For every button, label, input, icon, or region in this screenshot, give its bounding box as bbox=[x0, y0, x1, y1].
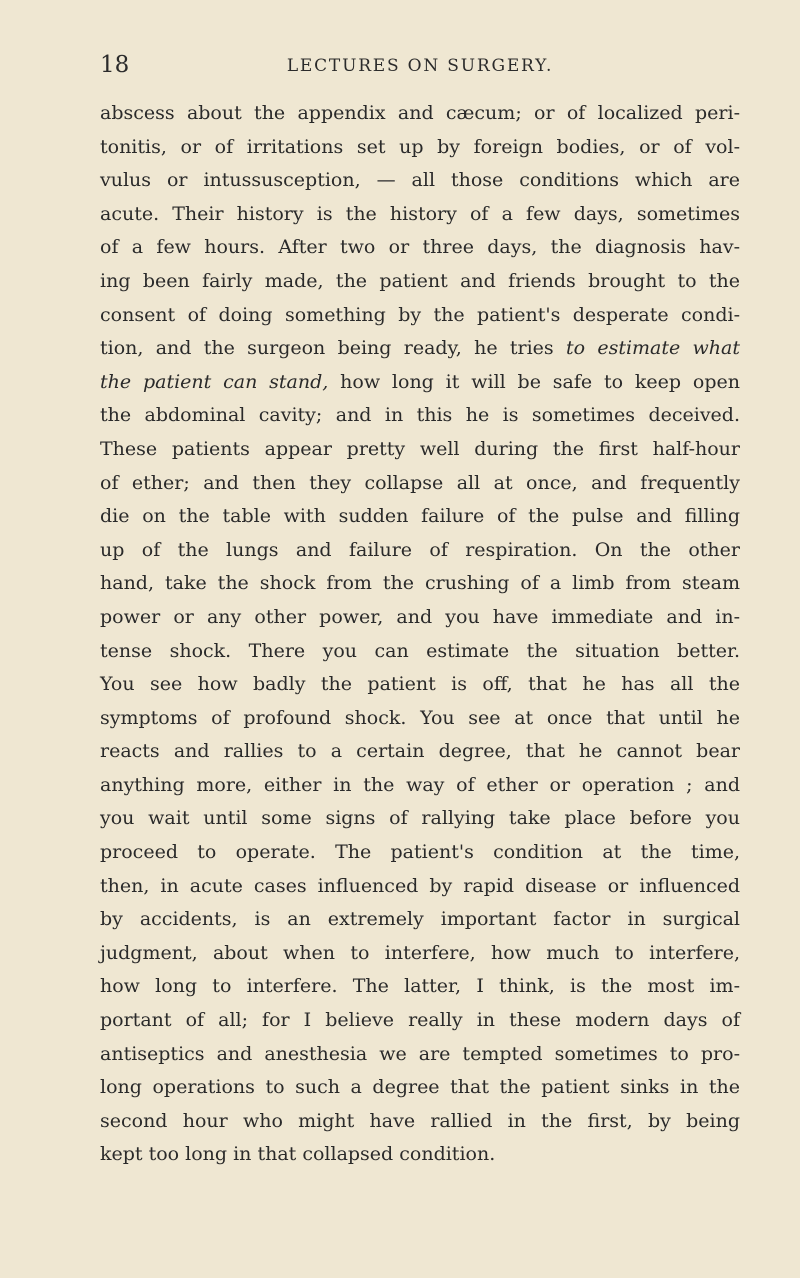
text-line: second hour who might have rallied in the first, by being bbox=[100, 1109, 740, 1132]
running-title: LECTURES ON SURGERY. bbox=[286, 56, 554, 76]
italic-phrase: the patient can stand, bbox=[100, 370, 329, 393]
text-line: by accidents, is an extremely important factor in surgical bbox=[100, 908, 740, 931]
text-line: consent of doing something by the patient's desperate condi- bbox=[100, 303, 740, 326]
text-line: die on the table with sudden failure of the pulse and filling bbox=[100, 505, 740, 528]
text-line: up of the lungs and failure of respiration. On the other bbox=[100, 538, 740, 561]
text-line: portant of all; for I believe really in these modern days of bbox=[100, 1009, 740, 1032]
text-line-mixed bbox=[100, 366, 740, 400]
text-line: hand, take the shock from the crushing of a limb from steam bbox=[100, 572, 740, 595]
text-line: You see how badly the patient is off, that he has all the bbox=[100, 673, 740, 696]
text-run: tion, and the surgeon being ready, he tries bbox=[100, 337, 554, 360]
text-line: anything more, either in the way of ether or operation ; and bbox=[100, 773, 740, 796]
text-line: proceed to operate. The patient's condition at the time, bbox=[100, 841, 740, 864]
text-line: ing been fairly made, the patient and friends brought to the bbox=[100, 269, 740, 292]
italic-phrase: to estimate what bbox=[565, 337, 741, 360]
body-text bbox=[100, 97, 740, 1172]
text-line: reacts and rallies to a certain degree, that he cannot bear bbox=[100, 740, 740, 763]
text-line: tense shock. There you can estimate the situation better. bbox=[100, 639, 740, 662]
text-line: antiseptics and anesthesia we are tempted sometimes to pro- bbox=[100, 1042, 740, 1065]
text-run: how long it will be safe to keep open bbox=[340, 370, 740, 393]
text-line: of a few hours. After two or three days, the diagnosis hav- bbox=[100, 236, 740, 259]
text-line: power or any other power, and you have immediate and in- bbox=[100, 605, 740, 628]
text-line: vulus or intussusception, — all those conditions which are bbox=[100, 169, 740, 192]
text-line: of ether; and then they collapse all at once, and frequently bbox=[100, 471, 740, 494]
page-number: 18 bbox=[100, 52, 130, 78]
text-line: then, in acute cases influenced by rapid disease or influenced bbox=[100, 874, 740, 897]
text-line: judgment, about when to interfere, how much to interfere, bbox=[100, 941, 740, 964]
text-line: long operations to such a degree that the patient sinks in the bbox=[100, 1076, 740, 1099]
text-line: acute. Their history is the history of a few days, sometimes bbox=[100, 202, 740, 225]
text-line: These patients appear pretty well during the first half-hour bbox=[100, 437, 740, 460]
text-line: tonitis, or of irritations set up by foreign bodies, or of vol- bbox=[100, 135, 740, 158]
text-line-mixed bbox=[100, 332, 740, 366]
text-line: abscess about the appendix and cæcum; or of localized peri- bbox=[100, 102, 740, 124]
text-line: the abdominal cavity; and in this he is sometimes deceived. bbox=[100, 404, 740, 427]
text-line-last: kept too long in that collapsed condition. bbox=[100, 1143, 496, 1166]
text-line: you wait until some signs of rallying take place before you bbox=[100, 807, 740, 830]
running-head bbox=[100, 50, 740, 80]
text-line: how long to interfere. The latter, I think, is the most im- bbox=[100, 975, 740, 998]
text-line: symptoms of profound shock. You see at once that until he bbox=[100, 706, 740, 729]
